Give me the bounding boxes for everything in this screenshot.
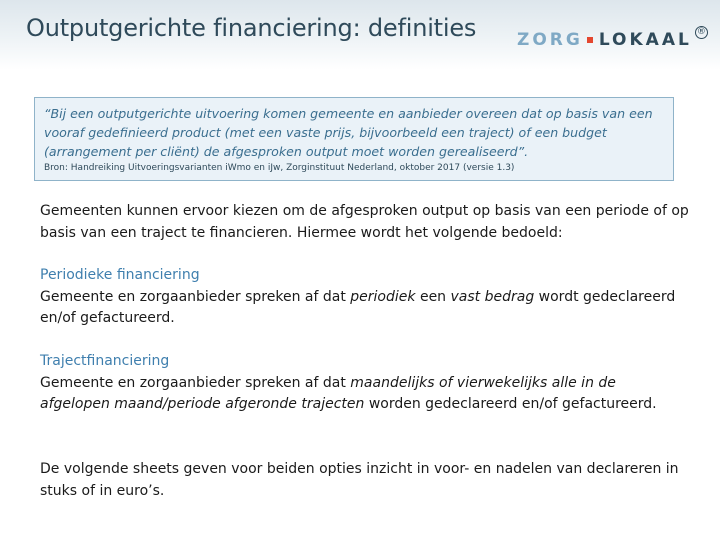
traject-text-a: Gemeente en zorgaanbieder spreken af dat [40, 374, 351, 391]
zorg-lokaal-logo [517, 27, 708, 58]
quote-source: Bron: Handreiking Uitvoeringsvarianten iWmo en iJw, Zorginstituut Nederland, oktober 2017 (versie 1.3) [44, 163, 515, 173]
traject-em-1: maandelijks of vierwekelijks alle in de afgelopen maand/periode afgeronde trajecten [40, 374, 616, 412]
intro-paragraph: Gemeenten kunnen ervoor kiezen om de afgesproken output op basis van een periode of op basis van een traject te financieren. Hiermee wordt het volgende bedoeld: [40, 203, 689, 241]
periodiek-text-c: wordt gedeclareerd en/of gefactureerd. [40, 288, 676, 326]
periodiek-em-1: periodiek [350, 288, 416, 305]
traject-text-b: worden gedeclareerd en/of gefactureerd. [364, 396, 657, 412]
definition-quote-box [34, 97, 674, 181]
definition-quote: “Bij een outputgerichte uitvoering komen gemeente en aanbieder overeen dat op basis van een vooraf gedefinieerd product (met een vaste prijs, bijvoorbeeld een traject) of een budget (arrangement per cliënt) de afgesproken output moet worden gerealiseerd”. [44, 106, 653, 159]
page-title: Outputgerichte financiering: definities [26, 14, 477, 42]
traject-heading: Trajectfinanciering [40, 353, 170, 369]
logo-part-lokaal: LOKAAL [598, 30, 692, 50]
registered-mark-icon: ® [696, 27, 706, 37]
periodiek-text-b: een [415, 288, 451, 305]
traject-section [40, 351, 690, 416]
periodiek-text-a: Gemeente en zorgaanbieder spreken af dat [40, 288, 351, 305]
periodiek-heading: Periodieke financiering [40, 267, 200, 283]
periodiek-section [40, 265, 690, 330]
closing-paragraph: De volgende sheets geven voor beiden opties inzicht in voor- en nadelen van declareren in stuks of in euro’s. [40, 461, 679, 499]
logo-part-zorg: ZORG [517, 30, 583, 50]
logo-dot [587, 37, 593, 43]
periodiek-em-2: vast bedrag [450, 288, 535, 305]
